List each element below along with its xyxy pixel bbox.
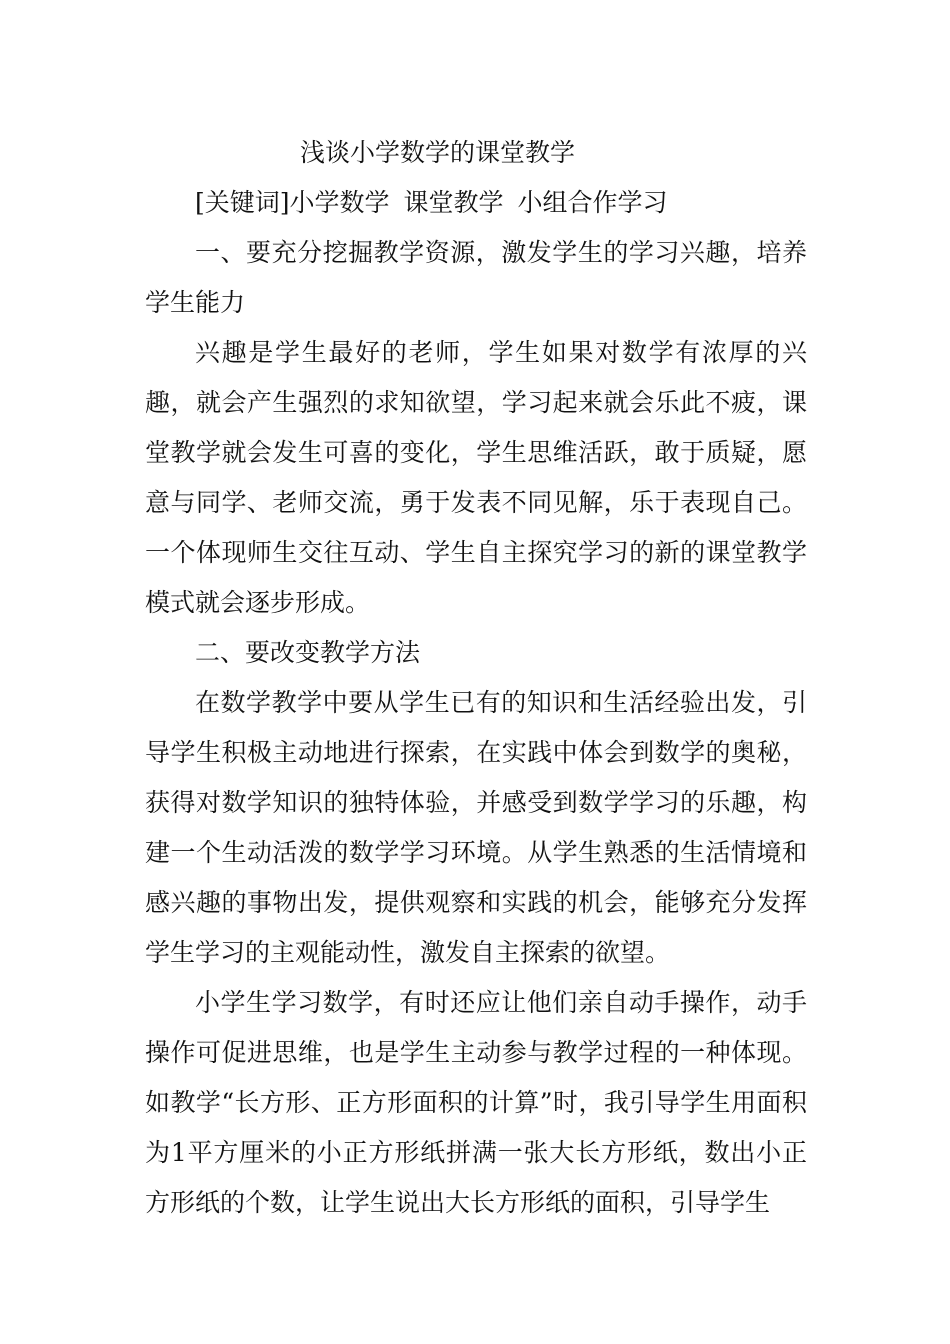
paragraph-1: 兴趣是学生最好的老师，学生如果对数学有浓厚的兴趣，就会产生强烈的求知欲望，学习起来就会乐此不疲，课堂教学就会发生可喜的变化，学生思维活跃，敢于质疑，愿意与同学、老师交流，勇于发表不同见解，乐于表现自己。一个体现师生交往互动、学生自主探究学习的新的课堂教学模式就会逐步形成。 xyxy=(145,338,807,617)
keyword-1: 小学数学 xyxy=(289,188,390,217)
paragraph-3: 小学生学习数学，有时还应让他们亲自动手操作，动手操作可促进思维，也是学生主动参与教学过程的一种体现。如教学“长方形、正方形面积的计算”时，我引导学生用面积为1平方厘米的小正方形纸拼满一张大长方形纸，数出小正方形纸的个数，让学生说出大长方形纸的面积，引导学生 xyxy=(145,988,807,1217)
keyword-2: 课堂教学 xyxy=(403,188,504,217)
paragraph-2: 在数学教学中要从学生已有的知识和生活经验出发，引导学生积极主动地进行探索，在实践中体会到数学的奥秘，获得对数学知识的独特体验，并感受到数学学习的乐趣，构建一个生动活泼的数学学习环境。从学生熟悉的生活情境和感兴趣的事物出发，提供观察和实践的机会，能够充分发挥学生学习的主观能动性，激发自主探索的欲望。 xyxy=(145,688,807,967)
document-title: 浅谈小学数学的课堂教学 xyxy=(300,138,576,167)
keywords-label: [关键词] xyxy=(195,188,290,217)
section-heading-2: 二、要改变教学方法 xyxy=(195,638,421,667)
keywords-line xyxy=(145,178,807,228)
document-page xyxy=(145,128,807,1228)
section-heading-1: 一、要充分挖掘教学资源，激发学生的学习兴趣，培养学生能力 xyxy=(145,238,807,317)
keyword-3: 小组合作学习 xyxy=(517,188,668,217)
